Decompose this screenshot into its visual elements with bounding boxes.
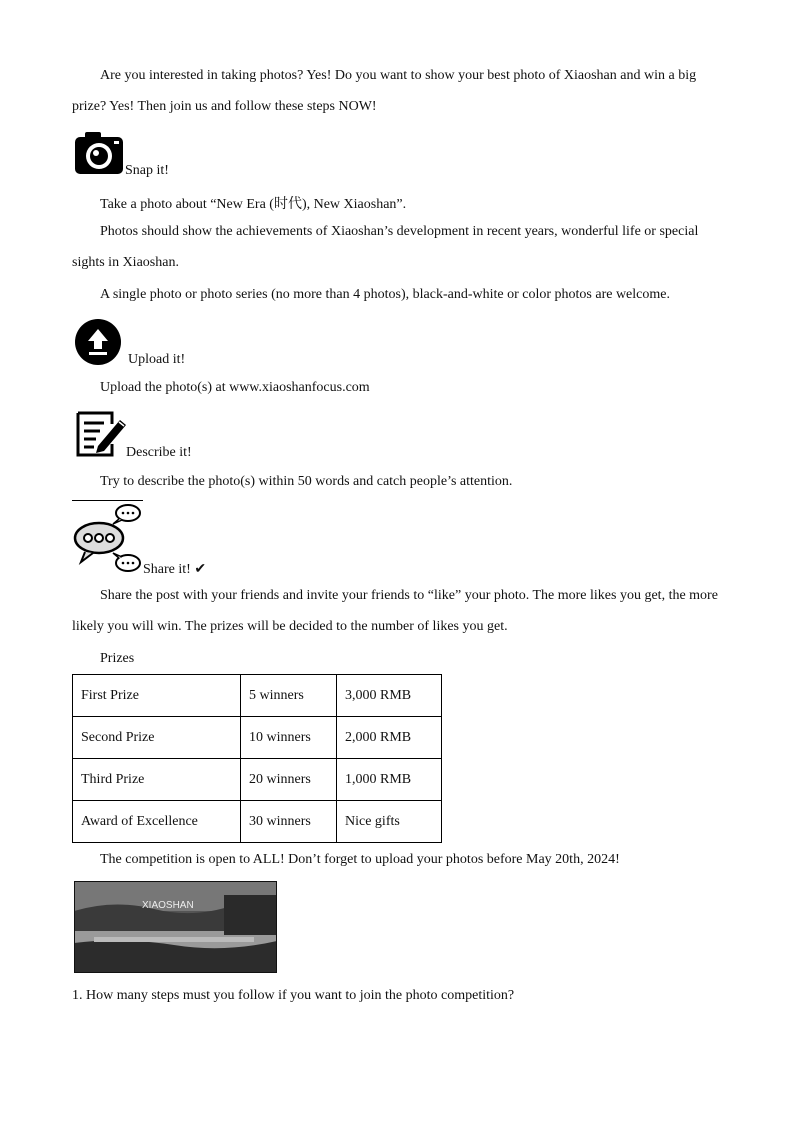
closing-text: The competition is open to ALL! Don’t forget to upload your photos before May 20th, 2024! — [100, 852, 620, 867]
intro-line-2: prize? Yes! Then join us and follow these steps NOW! — [72, 99, 377, 114]
prizes-label: Prizes — [100, 651, 135, 666]
prize-name: Second Prize — [73, 717, 241, 759]
prize-winners: 20 winners — [241, 759, 337, 801]
photo-caption: XIAOSHAN — [142, 900, 194, 911]
question-1: 1. How many steps must you follow if you want to join the photo competition? — [72, 988, 515, 1003]
camera-icon — [74, 131, 124, 175]
prizes-table — [72, 674, 442, 843]
prize-amount: 2,000 RMB — [337, 717, 442, 759]
prize-name: Third Prize — [73, 759, 241, 801]
prize-amount: 3,000 RMB — [337, 675, 442, 717]
snap-p3: A single photo or photo series (no more than 4 photos), black-and-white or color photos are welcome. — [100, 287, 670, 302]
table-row — [73, 801, 442, 843]
snap-p2-line-1: Photos should show the achievements of Xiaoshan’s development in recent years, wonderful life or special — [100, 224, 699, 239]
snap-heading: Snap it! — [125, 163, 169, 178]
prize-name: First Prize — [73, 675, 241, 717]
prize-amount: Nice gifts — [337, 801, 442, 843]
prize-name: Award of Excellence — [73, 801, 241, 843]
table-row — [73, 759, 442, 801]
edit-document-icon — [74, 410, 128, 458]
prize-winners: 10 winners — [241, 717, 337, 759]
snap-p1: Take a photo about “New Era (时代), New Xiaoshan”. — [100, 197, 407, 212]
prize-winners: 5 winners — [241, 675, 337, 717]
divider — [72, 500, 143, 501]
describe-p1: Try to describe the photo(s) within 50 words and catch people’s attention. — [100, 474, 513, 489]
table-row — [73, 675, 442, 717]
upload-icon — [74, 318, 122, 366]
upload-p1: Upload the photo(s) at www.xiaoshanfocus.com — [100, 380, 370, 395]
intro-line-1: Are you interested in taking photos? Yes! Do you want to show your best photo of Xiaoshan and win a big — [100, 68, 697, 83]
xiaoshan-photo — [74, 881, 277, 973]
share-p1-line-2: likely you will win. The prizes will be decided to the number of likes you get. — [72, 619, 508, 634]
prize-winners: 30 winners — [241, 801, 337, 843]
prize-amount: 1,000 RMB — [337, 759, 442, 801]
upload-heading: Upload it! — [128, 352, 186, 367]
snap-p2-line-2: sights in Xiaoshan. — [72, 255, 179, 270]
share-heading: Share it! ✔ — [143, 562, 207, 577]
describe-heading: Describe it! — [126, 445, 192, 460]
table-row — [73, 717, 442, 759]
chat-bubbles-icon — [73, 502, 143, 574]
share-p1-line-1: Share the post with your friends and invite your friends to “like” your photo. The more likes you get, the more — [100, 588, 718, 603]
